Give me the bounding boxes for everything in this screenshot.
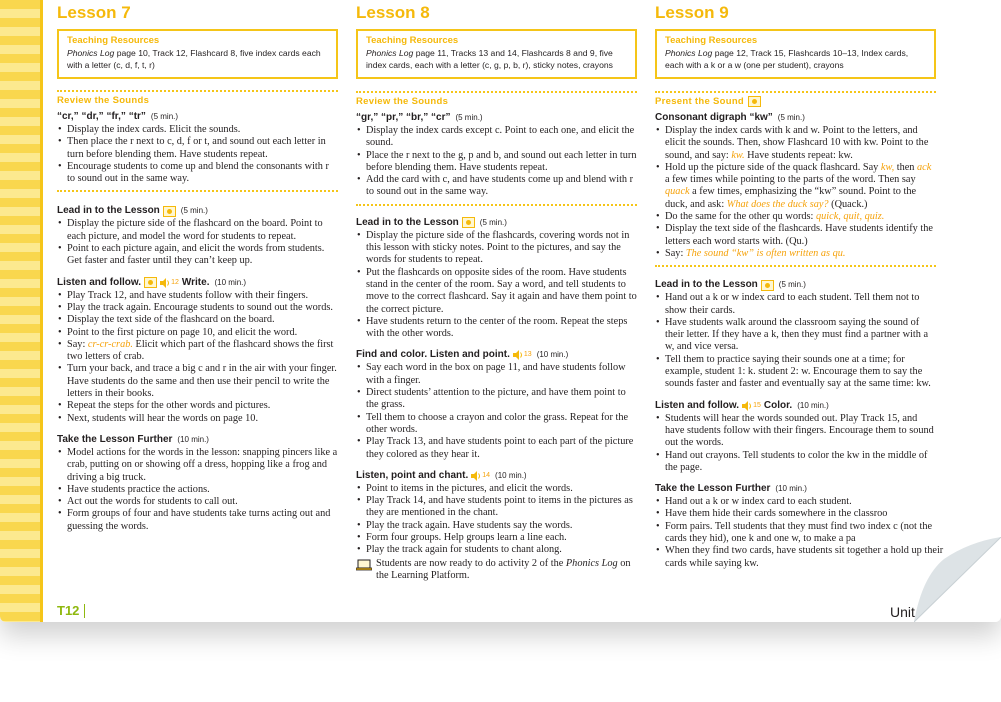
list-item: • Have students return to the center of the room. Repeat the steps with the other words. xyxy=(356,316,637,341)
lead-list xyxy=(356,230,637,341)
lesson-9-column xyxy=(655,0,944,570)
list-item: • Form groups of four and have students take turns acting out and guessing the words. xyxy=(57,508,338,533)
resources-heading: Teaching Resources xyxy=(665,35,758,46)
lesson-title: Lesson 7 xyxy=(57,3,131,22)
list-item: • Play Track 12, and have students follow with their fingers. xyxy=(57,290,338,302)
list-item: • Hand out a k or w index card to each student. Tell them not to show their cards. xyxy=(655,292,936,317)
list-item: • Turn your back, and trace a big c and r in the air with your finger. Have students do the same and then use their pencil to write the letters in their books. xyxy=(57,363,338,400)
lead-list xyxy=(655,292,936,390)
list-item: • Tell them to choose a crayon and color the grass. Repeat for the other words. xyxy=(356,412,637,437)
list-item: • Play the track again. Encourage students to sound out the words. xyxy=(57,302,338,314)
list-item: • Play Track 14, and have students point to items in the pictures as they are mentioned in the chant. xyxy=(356,495,637,520)
present-list xyxy=(655,125,936,260)
list-item: • Have students practice the actions. xyxy=(57,484,338,496)
list-item: • Play the track again. Have students say the words. xyxy=(356,520,637,532)
listen-list xyxy=(655,413,936,474)
laptop-icon xyxy=(356,559,372,571)
review-list xyxy=(356,125,637,199)
list-item: • Add the card with c, and have students come up and blend with r to sound out in the same way. xyxy=(356,174,637,199)
list-item: • Direct students’ attention to the picture, and have them point to the grass. xyxy=(356,387,637,412)
list-item: • Display the picture side of the flashcards, covering words not in this lesson with sticky notes. Point to the pictures, and say the words for students to repeat. xyxy=(356,230,637,267)
footer-divider xyxy=(84,604,85,618)
teaching-resources-box xyxy=(57,29,338,79)
list-item: • Say each word in the box on page 11, and have students follow with a finger. xyxy=(356,362,637,387)
dotted-divider xyxy=(655,265,936,267)
list-item: • When they find two cards, have students sit together a hold up their cards while saying kw. xyxy=(655,545,945,570)
list-item: • Act out the words for students to call out. xyxy=(57,496,338,508)
list-item: • Then place the r next to c, d, f or t, and sound out each letter in turn before blending them. Have students repeat. xyxy=(57,136,338,161)
resources-text: Phonics Log page 10, Track 12, Flashcard 8, five index cards each with a letter (c, d, f, t, r) xyxy=(67,48,321,70)
platform-note xyxy=(356,558,637,583)
list-item: • Hand out a k or w index card to each student. xyxy=(655,496,925,508)
audio-icon: 12 xyxy=(160,276,179,290)
lesson-title: Lesson 8 xyxy=(356,3,430,22)
list-item: • Repeat the steps for the other words and pictures. xyxy=(57,400,338,412)
sub-heading: Consonant digraph “kw” (5 min.) xyxy=(655,112,805,123)
section-heading: Present the Sound xyxy=(655,95,936,108)
audio-icon: 13 xyxy=(513,348,532,362)
sub-heading: Lead in to the Lesson (5 min.) xyxy=(655,279,806,291)
sun-icon xyxy=(163,206,176,217)
sub-heading: Take the Lesson Further (10 min.) xyxy=(655,483,807,495)
list-item: • Point to the first picture on page 10, and elicit the word. xyxy=(57,327,338,339)
list-item: • Tell them to practice saying their sounds one at a time; for example, student 1: k. student 2: w. Encourage them to say the sounds faster and faster and eventually say at the same time: kw. xyxy=(655,354,936,391)
list-item: • Display the text side of the flashcard on the board. xyxy=(57,314,338,326)
sub-heading: “gr,” “pr,” “br,” “cr” (5 min.) xyxy=(356,112,483,123)
lead-list xyxy=(57,218,338,267)
stripe-edge xyxy=(40,0,43,622)
list-item: • Point to each picture again, and elicit the words from students. Get faster and faster until they can’t keep up. xyxy=(57,243,338,268)
resources-heading: Teaching Resources xyxy=(366,35,459,46)
list-item: • Model actions for the words in the lesson: snapping pincers like a crab, putting on or showing off a dress, hopping like a frog and driving a big truck. xyxy=(57,447,338,484)
section-heading: Review the Sounds xyxy=(356,96,449,107)
listen-list xyxy=(57,290,338,425)
list-item: • Hold up the picture side of the quack flashcard. Say kw, then ack a few times while pointing to the parts of the word. Then say quack a few times, emphasizing the “kw” sound. Point to the duck, and ask: What does the duck say? (Quack.) xyxy=(655,162,936,211)
list-item: • Play Track 13, and have students point to each part of the picture they colored as they hear it. xyxy=(356,436,637,461)
list-item: • Display the picture side of the flashcard on the board. Point to each picture, and model the word for students to repeat. xyxy=(57,218,338,243)
list-item: • Have students walk around the classroom saying the sound of their letter. If they have a k, then they must find a partner with a w, and vice versa. xyxy=(655,317,936,354)
review-list xyxy=(57,124,338,185)
further-list-wrapped xyxy=(655,521,945,570)
lesson-title: Lesson 9 xyxy=(655,3,729,22)
further-list xyxy=(655,496,925,521)
dotted-divider xyxy=(57,90,338,92)
resources-text: Phonics Log page 11, Tracks 13 and 14, Flashcards 8 and 9, five index cards, each with a letter (c, g, p, b, r), sticky notes, crayons xyxy=(366,48,613,70)
chant-list xyxy=(356,483,637,557)
lesson-8-column xyxy=(356,0,637,582)
list-item: • Form pairs. Tell students that they must find two index c (not the cards they hid), one k and one w, to make a pa xyxy=(655,521,945,546)
list-item: • Next, students will hear the words on page 10. xyxy=(57,413,338,425)
find-list xyxy=(356,362,637,460)
note-text: Students are now ready to do activity 2 of the Phonics Log on the Learning Platform. xyxy=(376,557,631,581)
list-item: • Say: The sound “kw” is often written as qu. xyxy=(655,248,936,260)
list-item: • Have them hide their cards somewhere in the classroo xyxy=(655,508,925,520)
list-item: • Students will hear the words sounded out. Play Track 15, and have students follow with their fingers. Encourage them to sound out the words. xyxy=(655,413,936,450)
dotted-divider xyxy=(356,204,637,206)
sub-heading: Lead in to the Lesson (5 min.) xyxy=(356,216,507,228)
sub-heading: Lead in to the Lesson (5 min.) xyxy=(57,205,208,217)
sub-heading: Listen, point and chant. 14 (10 min.) xyxy=(356,469,527,481)
sub-heading: Listen and follow. 15 Color. (10 min.) xyxy=(655,399,829,411)
list-item: • Encourage students to come up and blend the consonants with r to sound out in the same way. xyxy=(57,161,338,186)
list-item: • Display the text side of the flashcards. Have students identify the letters each word starts with. (Qu.) xyxy=(655,223,936,248)
list-item: • Display the index cards with k and w. Point to the letters, and elicit the sounds. Then, show Flashcard 10 with kw. Point to the sound, and say: kw. Have students repeat: kw. xyxy=(655,125,936,162)
dotted-divider xyxy=(356,91,637,93)
page-curl xyxy=(914,537,1001,622)
dotted-divider xyxy=(655,91,936,93)
sub-heading: Find and color. Listen and point. 13 (10 min.) xyxy=(356,349,569,361)
lesson-7-column xyxy=(57,0,338,533)
sun-icon xyxy=(748,96,761,107)
list-item: • Display the index cards except c. Point to each one, and elicit the sound. xyxy=(356,125,637,150)
list-item: • Form four groups. Help groups learn a line each. xyxy=(356,532,637,544)
sub-heading: “cr,” “dr,” “fr,” “tr” (5 min.) xyxy=(57,111,179,122)
dotted-divider xyxy=(57,190,338,192)
further-list xyxy=(57,447,338,533)
sun-icon xyxy=(144,277,157,288)
section-heading: Review the Sounds xyxy=(57,95,150,106)
list-item: • Do the same for the other qu words: quick, quit, quiz. xyxy=(655,211,936,223)
list-item: • Play the track again for students to chant along. xyxy=(356,544,637,556)
list-item: • Say: cr-cr-crab. Elicit which part of the flashcard shows the first two letters of crab. xyxy=(57,339,338,364)
list-item: • Hand out crayons. Tell students to color the kw in the middle of the page. xyxy=(655,450,936,475)
unit-label: Unit xyxy=(890,604,915,620)
sun-icon xyxy=(761,280,774,291)
list-item: • Put the flashcards on opposite sides of the room. Have students stand in the center of the room. Say a word, and tell students to move to the correct flashcard. Say it again and have them point to the correct picture. xyxy=(356,267,637,316)
resources-text: Phonics Log page 12, Track 15, Flashcards 10–13, Index cards, each with a k or a w (one per student), crayons xyxy=(665,48,909,70)
teaching-resources-box xyxy=(356,29,637,79)
list-item: • Place the r next to the g, p and b, and sound out each letter in turn before blending them. Have students repeat. xyxy=(356,150,637,175)
list-item: • Display the index cards. Elicit the sounds. xyxy=(57,124,338,136)
left-stripe-band xyxy=(0,0,40,622)
sub-heading: Take the Lesson Further (10 min.) xyxy=(57,433,209,445)
sub-heading: Listen and follow. 12 Write. (10 min.) xyxy=(57,276,247,288)
page-number: T12 xyxy=(57,603,85,618)
resources-heading: Teaching Resources xyxy=(67,35,160,46)
audio-icon: 14 xyxy=(471,469,490,483)
sun-icon xyxy=(462,217,475,228)
teaching-resources-box xyxy=(655,29,936,79)
audio-icon: 15 xyxy=(742,399,761,413)
list-item: • Point to items in the pictures, and elicit the words. xyxy=(356,483,637,495)
